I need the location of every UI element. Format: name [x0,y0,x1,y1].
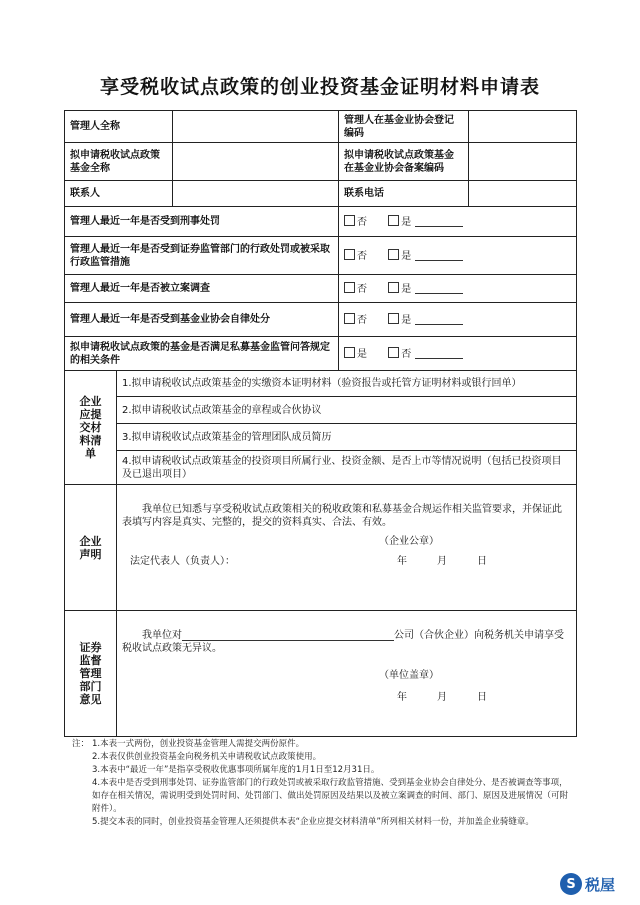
question-options [339,303,577,337]
checkbox-icon [344,282,355,293]
material-item: 4.拟申请税收试点政策基金的投资项目所属行业、投资金额、是否上市等情况说明（包括已投资项目及已退出项目） [117,451,577,485]
question-row [65,237,577,275]
checkbox-icon [388,313,399,324]
unit-seal-label: （单位盖章） [379,670,439,681]
regulator-row [65,611,577,737]
question-row [65,303,577,337]
question-label: 管理人最近一年是否被立案调查 [65,275,339,303]
declaration-row [65,485,577,611]
declaration-section-label: 企业 声明 [65,485,117,611]
declaration-cell [117,485,577,611]
application-form-table [64,110,577,737]
material-item: 3.拟申请税收试点政策基金的管理团队成员简历 [117,424,577,451]
checkbox-icon [388,249,399,260]
fund-code-field[interactable] [469,143,577,181]
option-b[interactable]: 是 [388,215,463,229]
question-label: 管理人最近一年是否受到刑事处罚 [65,207,339,237]
declaration-signature [122,529,571,593]
info-row [65,111,577,143]
form-notes [72,738,572,829]
regulator-cell [117,611,577,737]
detail-blank[interactable] [415,314,463,325]
logo-icon: S [560,873,582,895]
fund-code-label: 拟申请税收试点政策基金在基金业协会备案编码 [339,143,469,181]
fund-name-label: 拟申请税收试点政策基金全称 [65,143,173,181]
materials-row [65,397,577,424]
info-row [65,143,577,181]
note-item: 1.本表一式两份，创业投资基金管理人需提交两份原件。 [92,739,305,749]
materials-row [65,424,577,451]
contact-label: 联系人 [65,181,173,207]
checkbox-icon [388,282,399,293]
question-label: 管理人最近一年是否受到证券监管部门的行政处罚或被采取行政监管措施 [65,237,339,275]
note-item: 3.本表中“最近一年”是指享受税收优惠事项所属年度的1月1日至12月31日。 [92,765,380,775]
regulator-signature [122,655,571,719]
note-item: 2.本表仅供创业投资基金向税务机关申请税收试点政策使用。 [92,752,322,762]
manager-code-field[interactable] [469,111,577,143]
question-options [339,337,577,371]
fund-name-field[interactable] [173,143,339,181]
question-row [65,337,577,371]
checkbox-icon [388,215,399,226]
option-a[interactable]: 否 [344,215,367,229]
material-item: 2.拟申请税收试点政策基金的章程或合伙协议 [117,397,577,424]
option-a[interactable]: 是 [344,347,367,361]
question-options [339,275,577,303]
regulator-section-label: 证券 监督 管理 部门 意见 [65,611,117,737]
note-item: 5.提交本表的同时，创业投资基金管理人还须提供本表“企业应提交材料清单”所列相关材料一份，并加盖企业骑缝章。 [92,817,534,827]
regulator-date: 年 月 日 [397,692,487,703]
company-seal-label: （企业公章） [379,535,439,547]
checkbox-icon [344,313,355,324]
question-options [339,237,577,275]
form-title: 享受税收试点政策的创业投资基金证明材料申请表 [99,76,540,98]
notes-label: 注： [72,739,90,749]
logo-text: 税屋 [585,875,616,894]
material-item: 1.拟申请税收试点政策基金的实缴资本证明材料（验资报告或托管方证明材料或银行回单） [117,371,577,397]
question-label: 拟申请税收试点政策的基金是否满足私募基金监管问答规定的相关条件 [65,337,339,371]
note-item: 4.本表中是否受到刑事处罚、证券监管部门的行政处罚或被采取行政监管措施、受到基金业协会自律处分、是否被调查等事项，如存在相关情况，需说明受到处罚时间、处罚部门、做出处罚原因及结果以及被立案调查的时间、部门、原因及进展情况（可附附件）。 [92,778,569,814]
materials-row [65,451,577,485]
company-name-blank[interactable] [182,628,394,641]
detail-blank[interactable] [415,216,463,227]
materials-row [65,371,577,397]
shuiwu-logo [560,870,615,898]
question-row [65,275,577,303]
regulator-text: 我单位对 公司（合伙企业）向税务机关申请享受税收试点政策无异议。 [122,630,564,654]
info-row [65,181,577,207]
contact-field[interactable] [173,181,339,207]
detail-blank[interactable] [415,283,463,294]
manager-name-label: 管理人全称 [65,111,173,143]
checkbox-icon [344,347,355,358]
option-b[interactable]: 否 [388,347,463,361]
question-row [65,207,577,237]
detail-blank[interactable] [415,348,463,359]
checkbox-icon [388,347,399,358]
option-b[interactable]: 是 [388,282,463,296]
manager-name-field[interactable] [173,111,339,143]
option-a[interactable]: 否 [344,282,367,296]
option-a[interactable]: 否 [344,313,367,327]
checkbox-icon [344,215,355,226]
option-a[interactable]: 否 [344,249,367,263]
phone-label: 联系电话 [339,181,469,207]
representative-label: 法定代表人（负责人）： [130,555,235,567]
declaration-date: 年 月 日 [397,555,487,567]
question-options [339,207,577,237]
option-b[interactable]: 是 [388,249,463,263]
option-b[interactable]: 是 [388,313,463,327]
question-label: 管理人最近一年是否受到基金业协会自律处分 [65,303,339,337]
manager-code-label: 管理人在基金业协会登记编码 [339,111,469,143]
phone-field[interactable] [469,181,577,207]
materials-section-label: 企业 应提 交材 料清 单 [65,371,117,485]
checkbox-icon [344,249,355,260]
detail-blank[interactable] [415,250,463,261]
declaration-text: 我单位已知悉与享受税收试点政策相关的税收政策和私募基金合规运作相关监管要求，并保证此表填写内容是真实、完整的，提交的资料真实、合法、有效。 [122,503,562,528]
